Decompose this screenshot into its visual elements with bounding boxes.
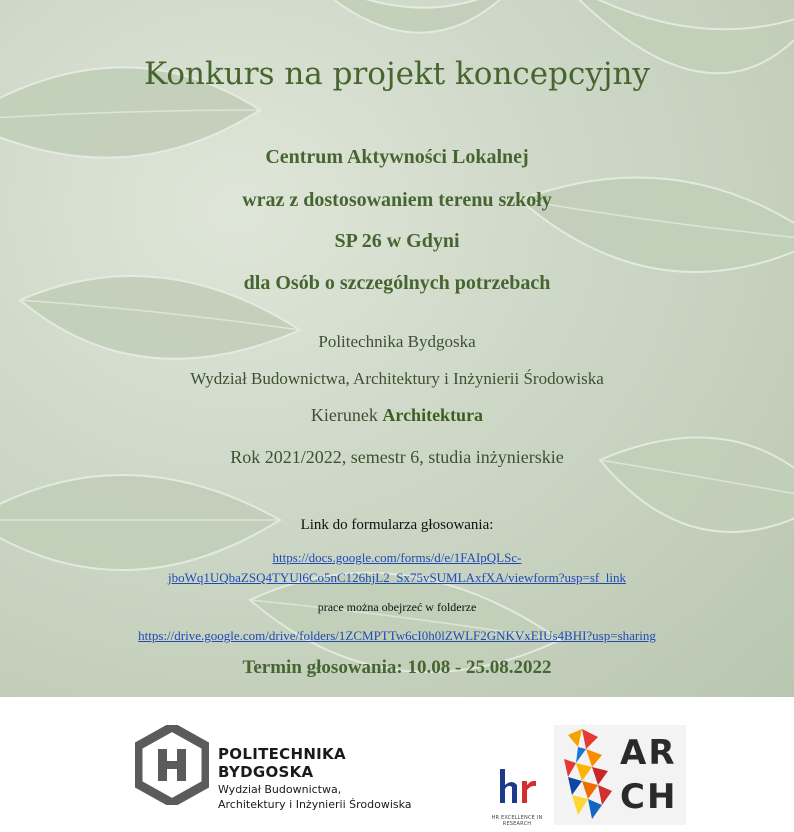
vote-link-line-2[interactable]: jboWq1UQbaZSQ4TYUl6Co5nC126hjL2_Sx75vSUMLAxfXA/viewform?usp=sf_link (168, 570, 626, 585)
pb-name-line-1: POLITECHNIKA (218, 745, 346, 763)
subtitle-line-4: dla Osób o szczególnych potrzebach (243, 272, 551, 294)
folder-label: prace można obejrzeć w folderze (317, 600, 477, 614)
arch-text (620, 731, 677, 819)
subtitle-line-3: SP 26 w Gdyni (334, 230, 460, 252)
pb-dept-line-2: Architektury i Inżynierii Środowiska (218, 798, 412, 811)
footer-logos (0, 697, 794, 832)
politechnika-bydgoska-logo-icon (135, 725, 209, 805)
subtitle-line-1: Centrum Aktywności Lokalnej (265, 146, 529, 168)
field-prefix: Kierunek (310, 405, 383, 425)
hr-caption: HR EXCELLENCE IN RESEARCH (491, 815, 543, 827)
year-info: Rok 2021/2022, semestr 6, studia inżynierskie (230, 447, 564, 467)
arch-logo (554, 725, 686, 825)
folder-link[interactable]: https://drive.google.com/drive/folders/1ZCMPTTw6cI0h0lZWLF2GNKVxEIUs4BHI?usp=sharing (138, 628, 656, 643)
vote-link-line-1[interactable]: https://docs.google.com/forms/d/e/1FAIpQLSc- (272, 550, 522, 565)
voting-deadline: Termin głosowania: 10.08 - 25.08.2022 (242, 657, 552, 678)
pb-name-line-2: BYDGOSKA (218, 763, 314, 781)
arch-mosaic-icon (558, 725, 618, 825)
arch-line-1: AR (620, 733, 677, 773)
faculty-name: Wydział Budownictwa, Architektury i Inżynierii Środowiska (190, 369, 604, 388)
hr-excellence-logo (486, 767, 548, 827)
field-of-study (0, 405, 794, 426)
pb-dept-line-1: Wydział Budownictwa, (218, 783, 342, 796)
vote-link-label: Link do formularza głosowania: (300, 517, 494, 533)
vote-link[interactable] (0, 548, 794, 588)
subtitle-line-2: wraz z dostosowaniem terenu szkoły (242, 189, 552, 211)
hr-logo-icon (486, 767, 548, 805)
poster-title: Konkurs na projekt koncepcyjny (144, 56, 650, 92)
field-name: Architektura (382, 405, 484, 425)
arch-line-2: CH (620, 777, 678, 817)
politechnika-bydgoska-text (218, 745, 412, 811)
university-name: Politechnika Bydgoska (318, 332, 476, 351)
